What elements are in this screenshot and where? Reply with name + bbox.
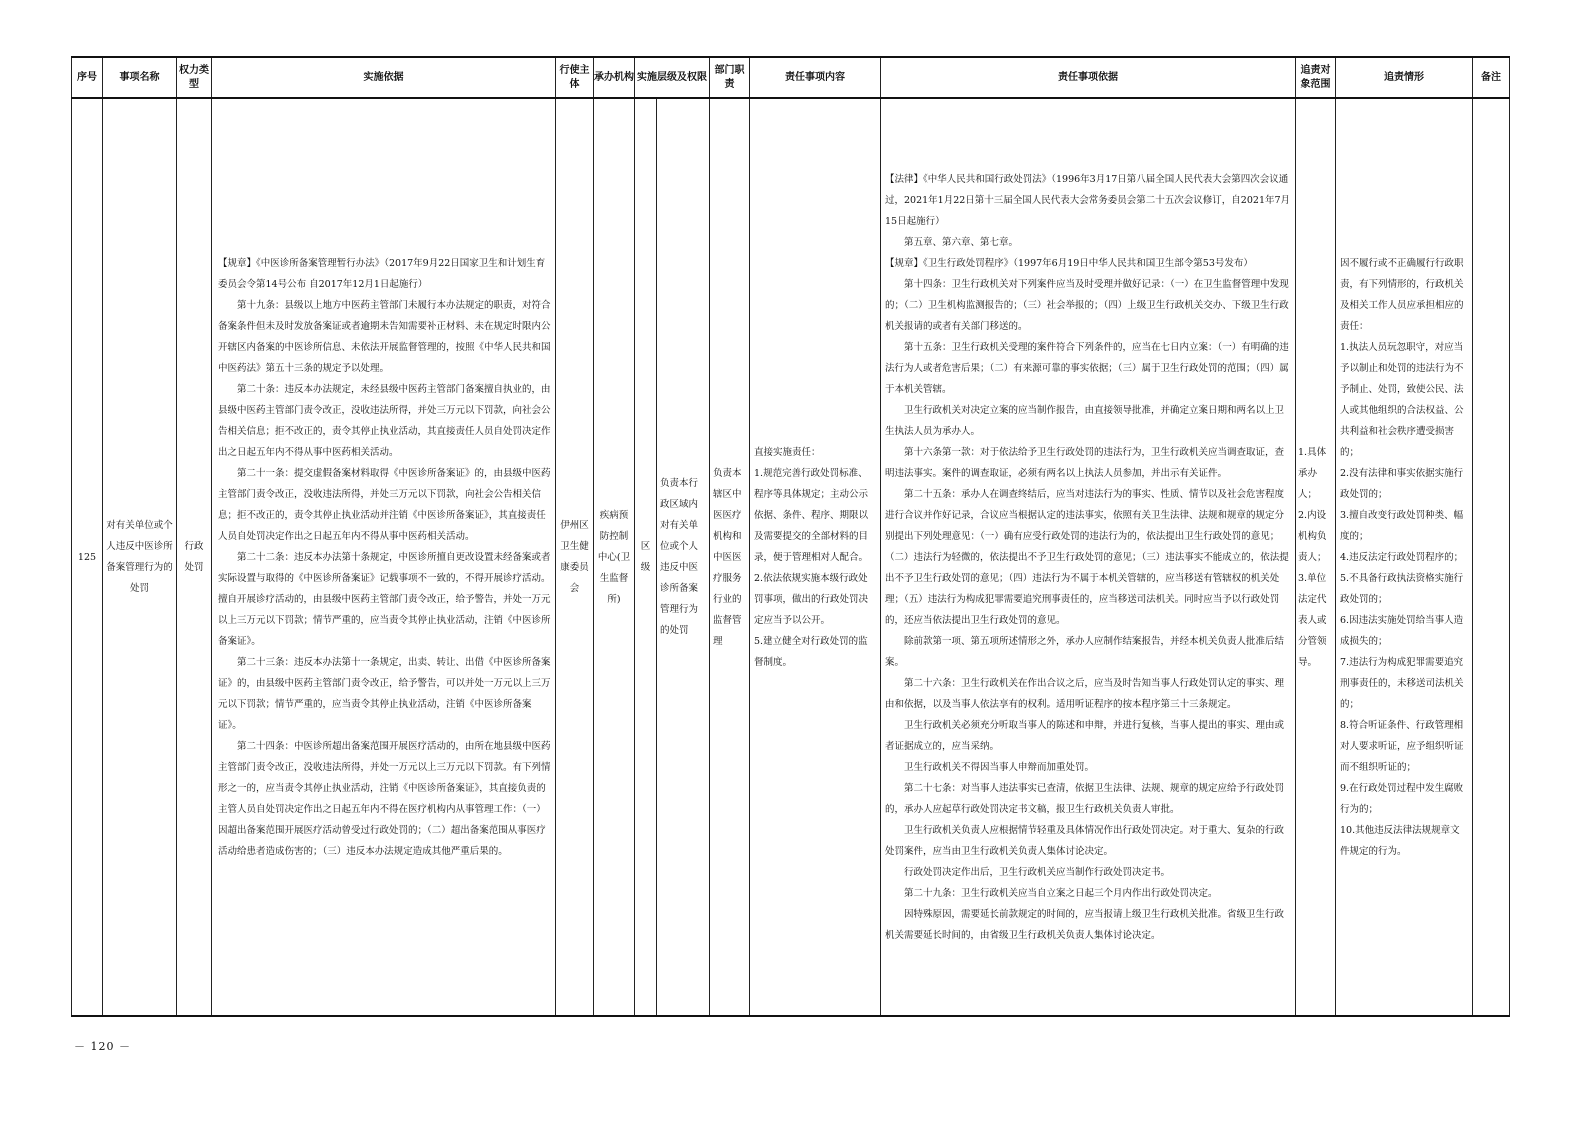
header-resp-content: 责任事项内容 xyxy=(750,57,881,98)
basis-paragraph: 第十九条：县级以上地方中医药主管部门未履行本办法规定的职责，对符合备案条件但未及时发放备案证或者逾期未告知需要补正材料、未在规定时限内公开辖区内备案的中医诊所信息、未依法开展监督管理的，按照《中华人民共和国中医药法》第五十三条的规定予以处理。 xyxy=(218,299,551,374)
cell-dept-duty: 负责本辖区中医医疗机构和中医医疗服务行业的监督管理 xyxy=(710,98,750,1016)
account-case-item: 2.没有法律和事实依据实施行政处罚的； xyxy=(1340,467,1464,500)
header-seq: 序号 xyxy=(72,57,103,98)
resp-basis-paragraph: 卫生行政机关必须充分听取当事人的陈述和申辩，并进行复核，当事人提出的事实、理由或者证据成立的，应当采纳。 xyxy=(885,719,1285,752)
account-scope-items xyxy=(1298,442,1333,673)
account-cases-items xyxy=(1340,253,1468,862)
cell-item-name: 对有关单位或个人违反中医诊所备案管理行为的处罚 xyxy=(103,98,177,1016)
cell-level-a: 区级 xyxy=(635,98,657,1016)
resp-content-item: 1.规范完善行政处罚标准、程序等具体规定；主动公示依据、条件、程序、期限以及需要提交的全部材料的目录，便于管理相对人配合。 xyxy=(754,467,869,563)
resp-basis-paragraphs xyxy=(885,169,1291,946)
resp-content-item: 2.依法依规实施本级行政处罚事项，做出的行政处罚决定应当予以公开。 xyxy=(754,572,869,626)
header-basis: 实施依据 xyxy=(212,57,556,98)
header-dept-duty: 部门职责 xyxy=(710,57,750,98)
cell-power-type: 行政处罚 xyxy=(177,98,212,1016)
resp-basis-paragraph: 【规章】《卫生行政处罚程序》（1997年6月19日中华人民共和国卫生部令第53号发布） xyxy=(885,257,1253,269)
resp-basis-paragraph: 卫生行政机关对决定立案的应当制作报告，由直接领导批准，并确定立案日期和两名以上卫生执法人员为承办人。 xyxy=(885,404,1285,437)
cell-resp-basis xyxy=(881,98,1296,1016)
account-scope-item: 1.具体承办人； xyxy=(1298,446,1327,500)
basis-paragraph: 第二十一条：提交虚假备案材料取得《中医诊所备案证》的，由县级中医药主管部门责令改正，没收违法所得，并处三万元以下罚款，向社会公告相关信息；拒不改正的，责令其停止执业活动并注销《中医诊所备案证》，其直接责任人员自处罚决定作出之日起五年内不得从事中医药相关活动。 xyxy=(218,467,551,542)
cell-agency: 疾病预防控制中心(卫生监督所) xyxy=(594,98,635,1016)
resp-basis-paragraph: 第十六条第一款：对于依法给予卫生行政处罚的违法行为，卫生行政机关应当调查取证，查明违法事实。案件的调查取证，必须有两名以上执法人员参加，并出示有关证件。 xyxy=(885,446,1285,479)
resp-basis-paragraph: 第五章、第六章、第七章。 xyxy=(904,236,1019,248)
table-header-row xyxy=(72,57,1510,98)
cell-level-b: 负责本行政区域内对有关单位或个人违反中医诊所备案管理行为的处罚 xyxy=(657,98,710,1016)
account-case-item: 5.不具备行政执法资格实施行政处罚的； xyxy=(1340,572,1464,605)
basis-paragraph: 【规章】《中医诊所备案管理暂行办法》（2017年9月22日国家卫生和计划生育委员会令第14号公布 自2017年12月1日起施行） xyxy=(218,257,546,290)
basis-paragraph: 第二十三条：违反本办法第十一条规定，出卖、转让、出借《中医诊所备案证》的，由县级中医药主管部门责令改正，给予警告，可以并处一万元以上三万元以下罚款；情节严重的，应当责令其停止执业活动，注销《中医诊所备案证》。 xyxy=(218,656,551,731)
basis-paragraph: 第二十四条：中医诊所超出备案范围开展医疗活动的，由所在地县级中医药主管部门责令改正，没收违法所得，并处一万元以上三万元以下罚款。有下列情形之一的，应当责令其停止执业活动，注销《中医诊所备案证》，其直接负责的主管人员自处罚决定作出之日起五年内不得在医疗机构内从事管理工作：（一）因超出备案范围开展医疗活动曾受过行政处罚的；（二）超出备案范围从事医疗活动给患者造成伤害的；（三）违反本办法规定造成其他严重后果的。 xyxy=(218,740,551,857)
header-level: 实施层级及权限 xyxy=(635,57,710,98)
cell-subject: 伊州区卫生健康委员会 xyxy=(556,98,594,1016)
basis-paragraph: 第二十条：违反本办法规定，未经县级中医药主管部门备案擅自执业的，由县级中医药主管部门责令改正，没收违法所得，并处三万元以下罚款，向社会公告相关信息；拒不改正的，责令其停止执业活动，其直接责任人员自处罚决定作出之日起五年内不得从事中医药相关活动。 xyxy=(218,383,551,458)
cell-basis xyxy=(212,98,556,1016)
account-scope-item: 3.单位法定代表人或分管领导。 xyxy=(1298,572,1327,668)
page-number: － 120 － xyxy=(74,1040,131,1053)
cell-account-cases xyxy=(1336,98,1473,1016)
table-row xyxy=(72,98,1510,1016)
cell-remark xyxy=(1473,98,1510,1016)
basis-paragraph: 第二十二条：违反本办法第十条规定，中医诊所擅自更改设置未经备案或者实际设置与取得的《中医诊所备案证》记载事项不一致的，不得开展诊疗活动。擅自开展诊疗活动的，由县级中医药主管部门责令改正，给予警告，并处一万元以上三万元以下罚款；情节严重的，应当责令其停止执业活动，注销《中医诊所备案证》。 xyxy=(218,551,551,647)
header-item-name: 事项名称 xyxy=(103,57,177,98)
account-case-item: 7.违法行为构成犯罪需要追究刑事责任的，未移送司法机关的； xyxy=(1340,656,1464,710)
resp-basis-paragraph: 第二十七条：对当事人违法事实已查清，依据卫生法律、法规、规章的规定应给予行政处罚的，承办人应起草行政处罚决定书文稿，报卫生行政机关负责人审批。 xyxy=(885,782,1285,815)
resp-content-item: 5.建立健全对行政处罚的监督制度。 xyxy=(754,635,868,668)
account-case-item: 1.执法人员玩忽职守，对应当予以制止和处罚的违法行为不予制止、处罚，致使公民、法人或其他组织的合法权益、公共利益和社会秩序遭受损害的； xyxy=(1340,341,1464,458)
cell-account-scope xyxy=(1296,98,1336,1016)
header-subject: 行使主体 xyxy=(556,57,594,98)
header-resp-basis: 责任事项依据 xyxy=(881,57,1296,98)
basis-paragraphs xyxy=(218,253,552,862)
account-scope-item: 2.内设机构负责人； xyxy=(1298,509,1327,563)
resp-basis-paragraph: 第二十六条：卫生行政机关在作出合议之后，应当及时告知当事人行政处罚认定的事实、理由和依据，以及当事人依法享有的权利。适用听证程序的按本程序第三十三条规定。 xyxy=(885,677,1285,710)
resp-basis-paragraph: 因特殊原因，需要延长前款规定的时间的，应当报请上级卫生行政机关批准。省级卫生行政机关需要延长时间的，由省级卫生行政机关负责人集体讨论决定。 xyxy=(885,908,1285,941)
resp-basis-paragraph: 第二十九条：卫生行政机关应当自立案之日起三个月内作出行政处罚决定。 xyxy=(904,887,1218,899)
account-case-item: 10.其他违反法律法规规章文件规定的行为。 xyxy=(1340,824,1460,857)
header-power-type: 权力类型 xyxy=(177,57,212,98)
resp-content-item: 直接实施责任： xyxy=(754,446,821,458)
cell-seq: 125 xyxy=(72,98,103,1016)
resp-basis-paragraph: 第二十五条：承办人在调查终结后，应当对违法行为的事实、性质、情节以及社会危害程度进行合议并作好记录，合议应当根据认定的违法事实，依照有关卫生法律、法规和规章的规定分别提出下列处理意见：（一）确有应受行政处罚的违法行为的，依法提出卫生行政处罚的意见；（二）违法行为轻微的，依法提出不予卫生行政处罚的意见；（三）违法事实不能成立的，依法提出不予卫生行政处罚的意见；（四）违法行为不属于本机关管辖的，应当移送有管辖权的机关处理；（五）违法行为构成犯罪需要追究刑事责任的，应当移送司法机关。同时应当予以行政处罚的，还应当依法提出卫生行政处罚的意见。 xyxy=(885,488,1289,626)
account-case-item: 6.因违法实施处罚给当事人造成损失的； xyxy=(1340,614,1464,647)
header-account-scope: 追责对象范围 xyxy=(1296,57,1336,98)
resp-basis-paragraph: 卫生行政机关不得因当事人申辩而加重处罚。 xyxy=(904,761,1095,773)
resp-content-items xyxy=(754,442,876,673)
responsibility-table xyxy=(71,56,1510,1017)
account-case-item: 3.擅自改变行政处罚种类、幅度的； xyxy=(1340,509,1464,542)
header-agency: 承办机构 xyxy=(594,57,635,98)
resp-basis-paragraph: 第十四条：卫生行政机关对下列案件应当及时受理并做好记录：（一）在卫生监督管理中发现的；（二）卫生机构监测报告的；（三）社会举报的；（四）上级卫生行政机关交办、下级卫生行政机关报请的或者有关部门移送的。 xyxy=(885,278,1289,332)
account-case-item: 9.在行政处罚过程中发生腐败行为的； xyxy=(1340,782,1464,815)
resp-basis-paragraph: 除前款第一项、第五项所述情形之外，承办人应制作结案报告，并经本机关负责人批准后结案。 xyxy=(885,635,1285,668)
resp-basis-paragraph: 【法律】《中华人民共和国行政处罚法》（1996年3月17日第八届全国人民代表大会第四次会议通过，2021年1月22日第十三届全国人民代表大会常务委员会第二十五次会议修订，自2021年7月15日起施行） xyxy=(885,173,1291,227)
account-case-item: 因不履行或不正确履行行政职责，有下列情形的，行政机关及相关工作人员应承担相应的责任： xyxy=(1340,257,1464,332)
header-account-cases: 追责情形 xyxy=(1336,57,1473,98)
account-case-item: 8.符合听证条件、行政管理相对人要求听证，应予组织听证而不组织听证的； xyxy=(1340,719,1464,773)
header-remark: 备注 xyxy=(1473,57,1510,98)
cell-resp-content xyxy=(750,98,881,1016)
account-case-item: 4.违反法定行政处罚程序的； xyxy=(1340,551,1464,563)
resp-basis-paragraph: 卫生行政机关负责人应根据情节轻重及具体情况作出行政处罚决定。对于重大、复杂的行政处罚案件，应当由卫生行政机关负责人集体讨论决定。 xyxy=(885,824,1285,857)
resp-basis-paragraph: 行政处罚决定作出后，卫生行政机关应当制作行政处罚决定书。 xyxy=(904,866,1171,878)
resp-basis-paragraph: 第十五条：卫生行政机关受理的案件符合下列条件的，应当在七日内立案：（一）有明确的违法行为人或者危害后果；（二）有来源可靠的事实依据；（三）属于卫生行政处罚的范围；（四）属于本机关管辖。 xyxy=(885,341,1289,395)
